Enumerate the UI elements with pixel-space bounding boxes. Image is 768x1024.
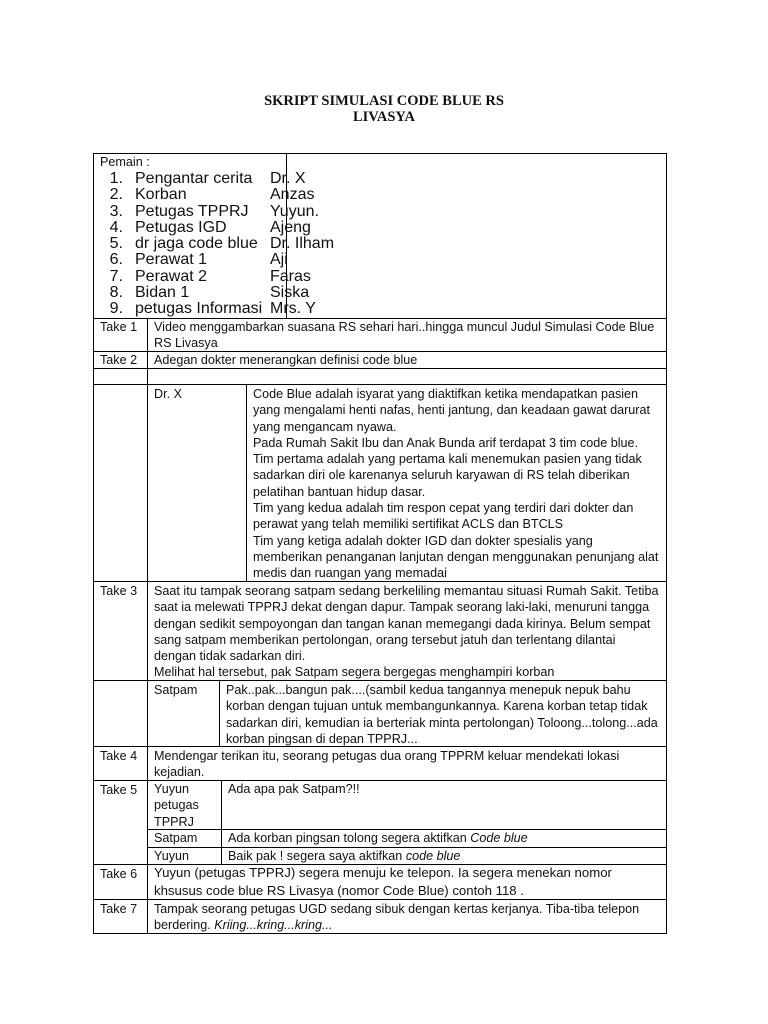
cast-member-role: Bidan 1 — [135, 284, 190, 302]
cast-member-number: 9. — [109, 300, 123, 318]
cast-member-role: Korban — [135, 186, 187, 204]
take5-line-1: Ada apa pak Satpam?!! — [228, 782, 360, 796]
cast-member-actor: Dr. X — [270, 170, 306, 187]
cast-member-actor: Ajeng — [270, 218, 311, 236]
column-divider — [147, 746, 148, 781]
cast-member-role: dr jaga code blue — [135, 235, 258, 253]
cast-member-role: Pengantar cerita — [135, 170, 253, 187]
take5-label: Take 5 — [100, 783, 138, 797]
paragraph: Melihat hal tersebut, pak Satpam segera bergegas menghampiri korban — [154, 665, 555, 680]
cast-member — [93, 300, 653, 316]
cast-member-number: 8. — [109, 284, 123, 302]
cast-member-actor: Mrs. Y — [270, 300, 316, 318]
take7-label: Take 7 — [100, 902, 138, 916]
cast-member — [93, 268, 653, 284]
cast-member-number: 5. — [109, 235, 123, 253]
take2-label: Take 2 — [100, 353, 138, 367]
cast-member-actor: Dr. Ilham — [270, 235, 335, 253]
paragraph: Code Blue adalah isyarat yang diaktifkan ketika mendapatkan pasien yang mengalami henti nafas, henti jantung, dan keadaan gawat darurat yang mengancam nyawa. — [253, 387, 650, 434]
cast-member — [93, 186, 653, 202]
take1-text: Video menggambarkan suasana RS sehari hari..hingga muncul Judul Simulasi Code Blue RS Livasya — [154, 320, 655, 351]
cast-member-role: Perawat 2 — [135, 267, 208, 285]
paragraph: Tim yang kedua adalah tim respon cepat yang terdiri dari dokter dan perawat yang telah memiliki sertifikat ACLS dan BTCLS — [253, 501, 634, 532]
take5-line-3: Baik pak ! segera saya aktifkan code blue — [228, 849, 461, 863]
document-title-line-1: SKRIPT SIMULASI CODE BLUE RS — [264, 93, 504, 109]
cast-member-number: 3. — [109, 202, 123, 220]
column-divider — [147, 581, 148, 681]
take5-speaker-3: Yuyun — [154, 849, 190, 863]
cast-member-number: 7. — [109, 267, 123, 285]
take6-text: Yuyun (petugas TPPRJ) segera menuju ke telepon. Ia segera menekan nomor khsusus code blue RS Livasya (nomor Code Blue) contoh 118 . — [154, 865, 612, 898]
paragraph: Tim yang ketiga adalah dokter IGD dan dokter spesialis yang memberikan penanganan lanjutan dengan menggunakan penunjang alat medis dan ruangan yang memadai — [253, 533, 659, 581]
take4-text: Mendengar terikan itu, seorang petugas dua orang TPPRM keluar mendekati lokasi kejadian. — [154, 749, 620, 780]
cast-member-actor: Faras — [270, 267, 311, 285]
cast-member — [93, 219, 653, 235]
cast-member-number: 6. — [109, 251, 123, 269]
cast-member — [93, 284, 653, 300]
cast-member-number: 4. — [109, 218, 123, 236]
document-title-line-2: LIVASYA — [352, 109, 416, 125]
speaker-divider — [219, 680, 220, 747]
cast-member-role: Petugas TPPRJ — [135, 202, 249, 220]
take3-speaker: Satpam — [154, 683, 198, 697]
take7-text: Tampak seorang petugas UGD sedang sibuk dengan kertas kerjanya. Tiba-tiba telepon berdering. Kriing...kring...kring... — [154, 902, 640, 933]
cast-member-number: 2. — [109, 186, 123, 204]
take5-speaker-1: Yuyun petugas TPPRJ — [154, 782, 199, 829]
speaker-divider — [246, 384, 247, 582]
column-divider — [147, 780, 148, 865]
take5-line-2: Ada korban pingsan tolong segera aktifkan Code blue — [228, 831, 528, 845]
column-divider — [147, 864, 148, 900]
cast-member-actor: Anzas — [270, 186, 315, 204]
column-divider — [147, 368, 148, 385]
take2-dialog — [253, 386, 663, 582]
column-divider — [147, 384, 148, 582]
cast-member-role: Petugas IGD — [135, 218, 227, 236]
cast-member-actor: Siska — [270, 284, 310, 302]
column-divider — [147, 680, 148, 747]
cast-header: Pemain : — [100, 155, 150, 169]
take2-text: Adegan dokter menerangkan definisi code blue — [154, 353, 418, 367]
column-divider — [147, 351, 148, 369]
take1-label: Take 1 — [100, 320, 138, 334]
cast-member — [93, 251, 653, 267]
cast-member-actor: Aji — [270, 251, 288, 269]
take4-label: Take 4 — [100, 749, 138, 763]
take6-label: Take 6 — [100, 867, 138, 881]
paragraph: Saat itu tampak seorang satpam sedang berkeliling memantau situasi Rumah Sakit. Tetiba saat ia melewati TPPRJ dekat dengan dapur. Tampak seorang laki-laki, menuruni tangga dengan sedikit sempoyongan dan tangan kanan memegangi dada kirinya. Belum sempat sang satpam memberikan pertolongan, orang tersebut jatuh dan terlentang dilantai dengan tidak sadarkan diri. — [154, 584, 659, 664]
cast-member — [93, 203, 653, 219]
take3-label: Take 3 — [100, 584, 138, 598]
take3-narration — [154, 583, 660, 681]
cast-member — [93, 235, 653, 251]
cast-member-role: Perawat 1 — [135, 251, 208, 269]
cast-member — [93, 170, 653, 186]
cast-member-number: 1. — [109, 170, 123, 187]
take3-dialog: Pak..pak...bangun pak....(sambil kedua tangannya menepuk nepuk bahu korban dengan tujuan untuk membangunkannya. Karena korban tetap tidak sadarkan diri, kemudian ia berteriak minta pertolongan) Toloong...tolong...ada korban pingsan di depan TPPRJ... — [226, 683, 658, 746]
empty-row — [93, 368, 667, 385]
take2-speaker: Dr. X — [154, 387, 182, 401]
paragraph: Tim pertama adalah yang pertama kali menemukan pasien yang tidak sadarkan diri ole karenanya seluruh karyawan di RS telah diberikan pelatihan bantuan hidup dasar. — [253, 452, 642, 499]
paragraph: Pada Rumah Sakit Ibu dan Anak Bunda arif terdapat 3 tim code blue. — [253, 435, 639, 450]
column-divider — [147, 318, 148, 352]
column-divider — [147, 899, 148, 934]
cast-list — [93, 170, 653, 317]
speaker-divider — [221, 780, 222, 865]
cast-member-role: petugas Informasi — [135, 300, 263, 318]
cast-member-actor: Yuyun. — [270, 202, 319, 220]
take5-speaker-2: Satpam — [154, 831, 198, 845]
